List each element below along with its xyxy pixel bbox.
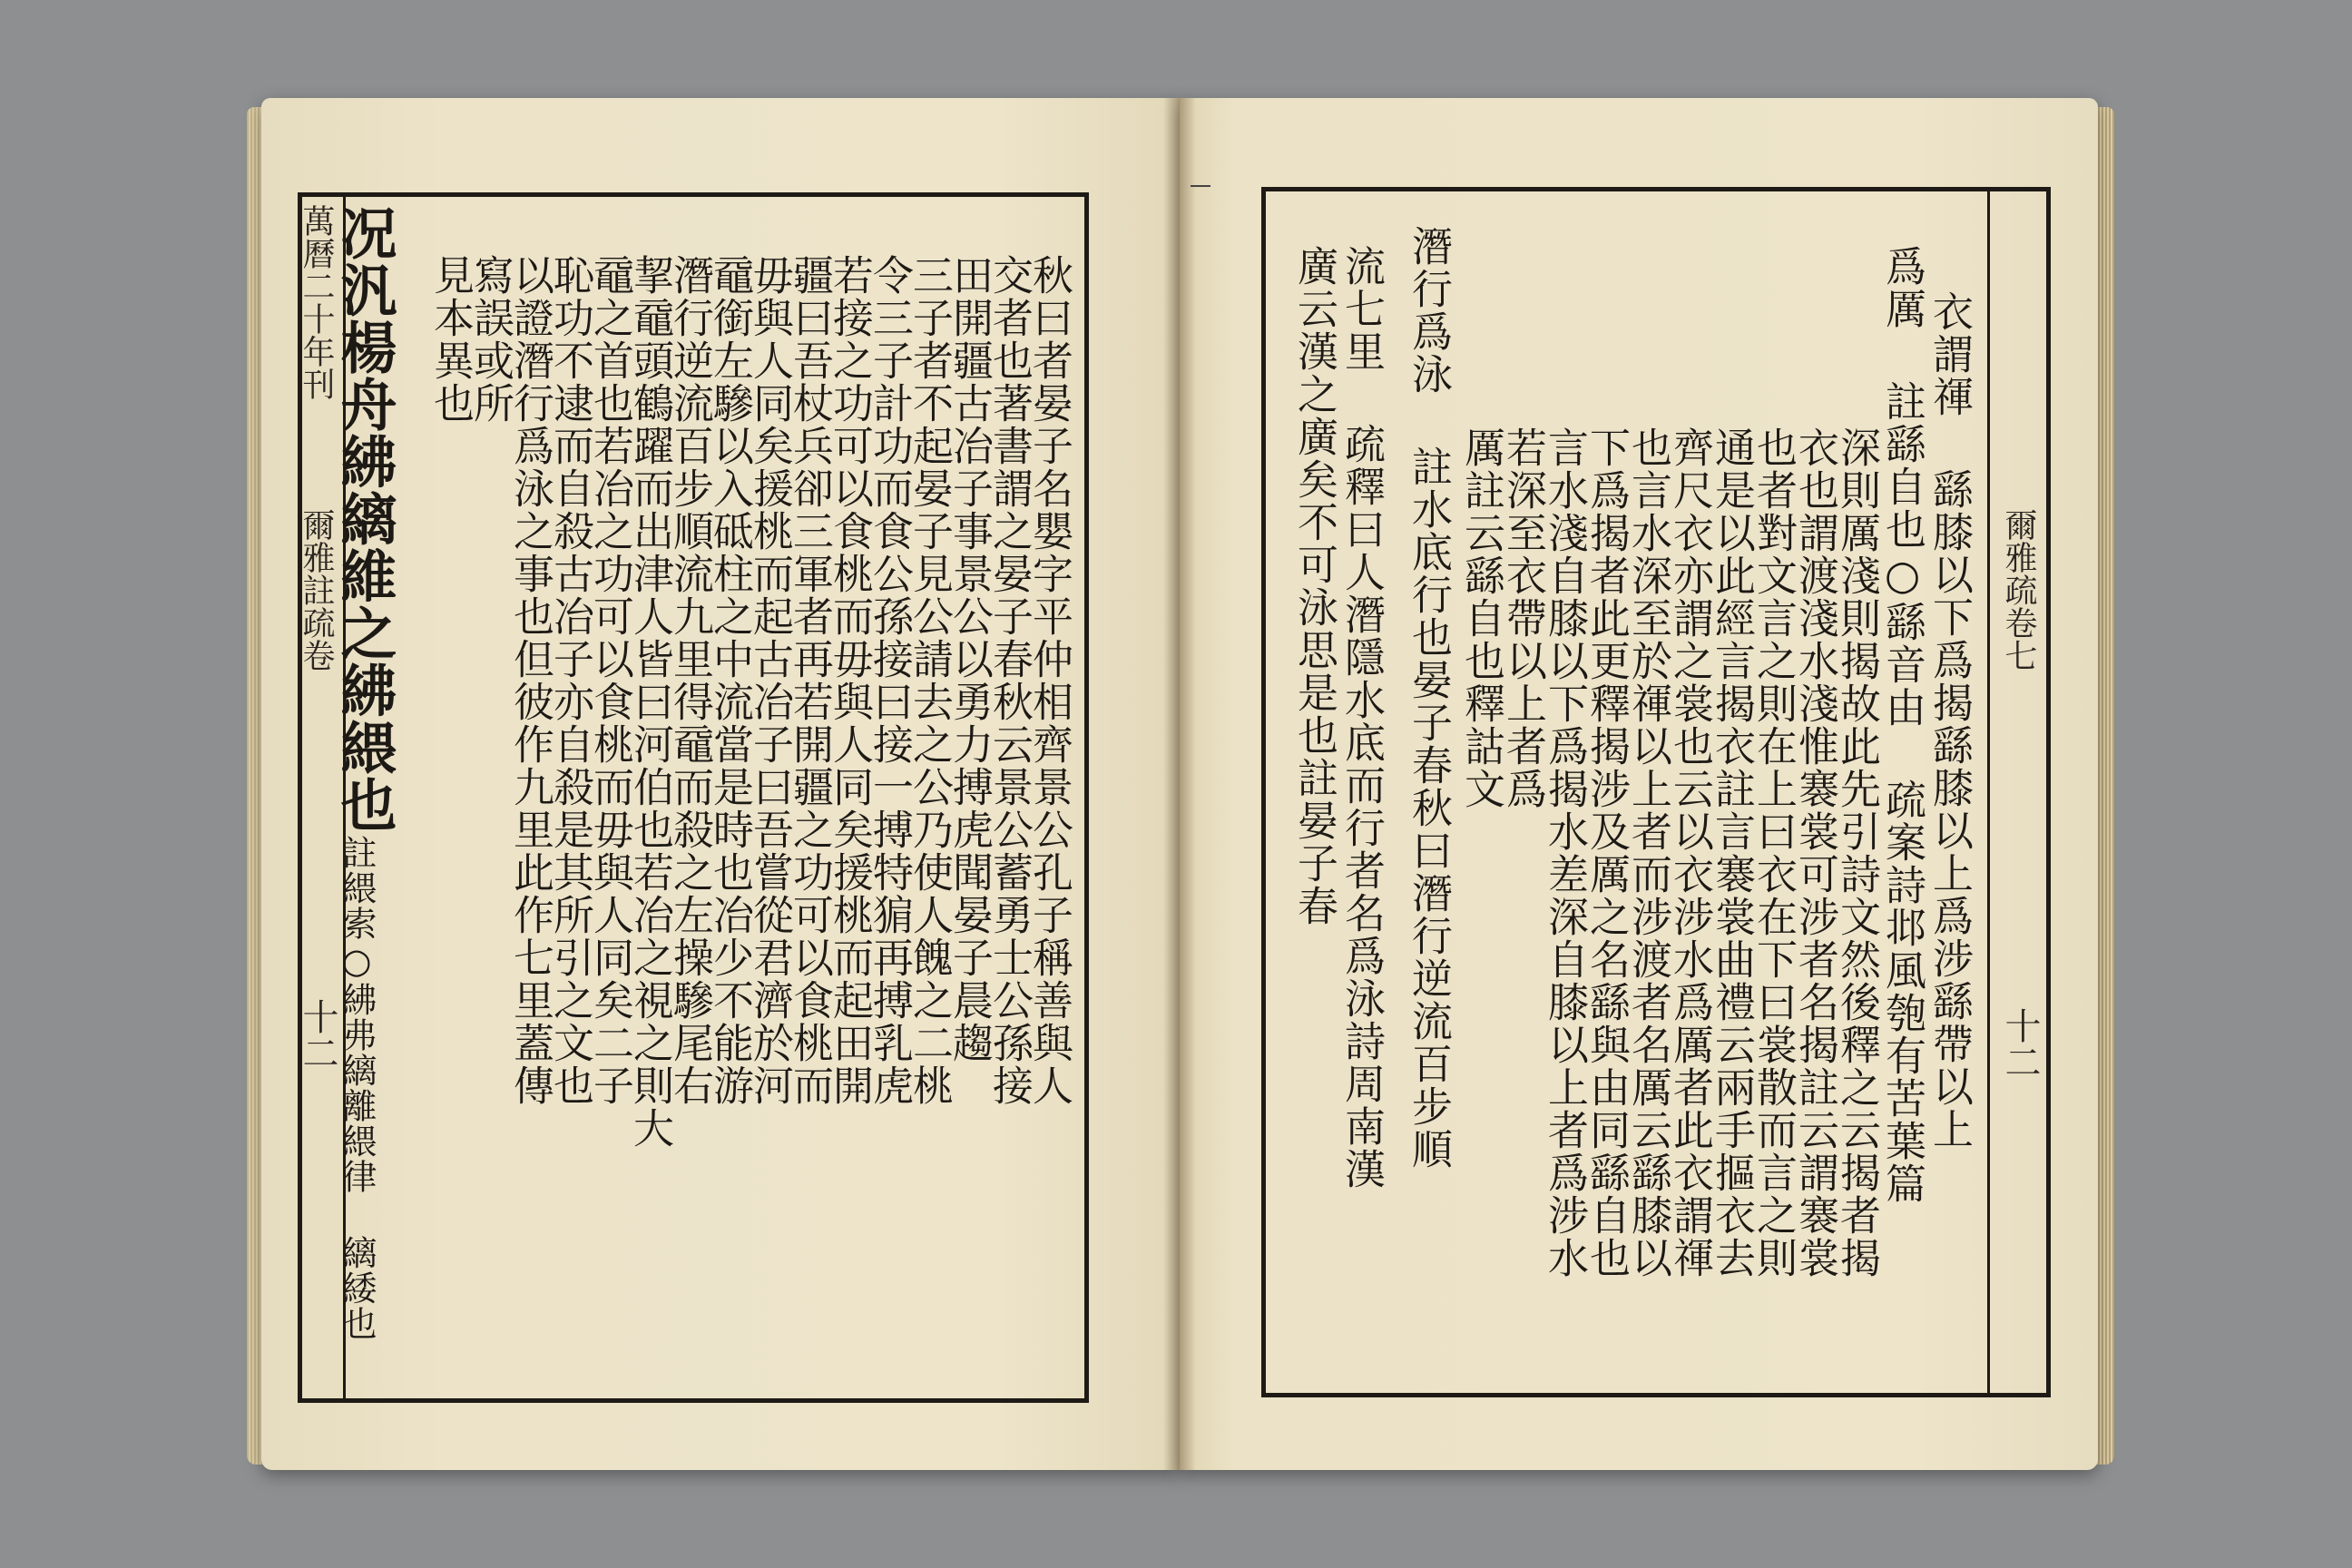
left-col-11: 黿銜左驂以入砥柱之中流當是時也冶少不能游 <box>706 254 754 1107</box>
right-col-7: 齊尺衣亦謂之裳也云以衣涉水爲厲者此衣謂禈 <box>1666 426 1714 1279</box>
left-col-8: 若接之功可以食桃而毋與人同矣援桃而起田開 <box>826 254 874 1107</box>
left-col-18: 見本異也 <box>426 254 475 425</box>
right-col-8: 也言水深至於禈以上者而涉渡者名厲云繇膝以 <box>1624 426 1672 1279</box>
left-col-14: 黿之首也若冶之功可以食桃而毋與人同矣二子 <box>586 254 634 1107</box>
right-col-10: 言水淺自膝以下爲揭水差深自膝以上者爲涉水 <box>1541 426 1589 1279</box>
book-gutter <box>1163 98 1196 1470</box>
printer-mark <box>1191 185 1210 196</box>
right-margin-title: 爾雅疏卷七 <box>2000 508 2037 671</box>
right-col-5: 也者對文言之則在上曰衣在下曰裳散而言之則 <box>1749 426 1798 1279</box>
left-margin-title-lower: 爾雅註疏卷 <box>298 508 335 671</box>
right-col-9: 下爲揭者此更釋揭涉及厲之名繇與由同繇自也 <box>1583 426 1631 1279</box>
left-col-3: 秋曰者晏子名嬰字平仲相齊景公孔子稱善與人 <box>1025 254 1073 1107</box>
right-col-1: 衣謂禈 繇膝以下爲揭繇膝以上爲涉繇帶以上 <box>1926 290 1974 1151</box>
right-col-15: 廣云漢之廣矣不可泳思是也註晏子春 <box>1290 245 1338 927</box>
left-col-10: 毋與人同矣援桃而起古冶子曰吾嘗從君濟於河 <box>746 254 794 1107</box>
left-col-1-heading: 况汎楊舟紼縭維之紼䋿也 <box>331 204 397 833</box>
right-folio: 十二 <box>1999 1007 2041 1080</box>
left-col-12: 潛行逆流百步順流九里得黿而殺之左操驂尾右 <box>666 254 714 1107</box>
left-margin-title: 萬曆二十年刊 <box>298 204 335 400</box>
right-col-13-heading: 潛行爲泳 註水底行也晏子春秋曰潛行逆流百步順 <box>1405 225 1453 1171</box>
left-col-5: 田開疆古冶子事景公以勇力搏虎聞晏子晨趨 <box>946 254 994 1064</box>
right-col-3: 深則厲淺則揭故此先引詩文然後釋之云揭者揭 <box>1833 426 1881 1279</box>
left-col-6: 三子者不起晏子見公請去之公乃使人餽之二桃 <box>906 254 954 1107</box>
left-col-9: 疆曰吾杖兵卻三軍者再若開疆之功可以食桃而 <box>786 254 834 1107</box>
right-margin-column <box>1987 187 2053 1397</box>
left-col-2-note: 註䋿索○紼弗縭離䋿律 縭緌也 <box>337 835 377 1341</box>
left-col-7: 令三子計功而食公孫接曰接一搏特猏再搏乳虎 <box>866 254 914 1107</box>
right-col-14: 流七里 疏釋曰人潛隱水底而行者名爲泳詩周南漢 <box>1338 245 1386 1191</box>
right-col-6: 通是以此經言揭衣註言褰裳曲禮云兩手摳衣去 <box>1708 426 1756 1279</box>
left-col-13: 挈黿頭鶴躍而出津人皆曰河伯也若冶之視之則大 <box>626 254 674 1150</box>
left-col-16: 以證潛行爲泳之事也但彼作九里此作七里蓋傳 <box>506 254 554 1107</box>
left-col-4: 交者也著書謂之晏子春秋云景公蓄勇士公孫接 <box>985 254 1034 1107</box>
left-col-17: 寫誤或所 <box>466 254 514 425</box>
right-col-2: 爲厲 註繇自也○繇音由 疏案詩邶風匏有苦葉篇 <box>1878 245 1926 1205</box>
right-col-12: 厲註云繇自也釋詁文 <box>1457 426 1505 810</box>
left-folio: 十二 <box>297 998 338 1071</box>
right-col-4: 衣也謂渡淺水淺惟褰裳可涉者名揭註云謂褰裳 <box>1791 426 1839 1279</box>
left-col-15: 恥功不逮而自殺古冶子亦自殺是其所引之文也 <box>546 254 594 1107</box>
right-col-11: 若深至衣帶以上者爲 <box>1499 426 1547 810</box>
